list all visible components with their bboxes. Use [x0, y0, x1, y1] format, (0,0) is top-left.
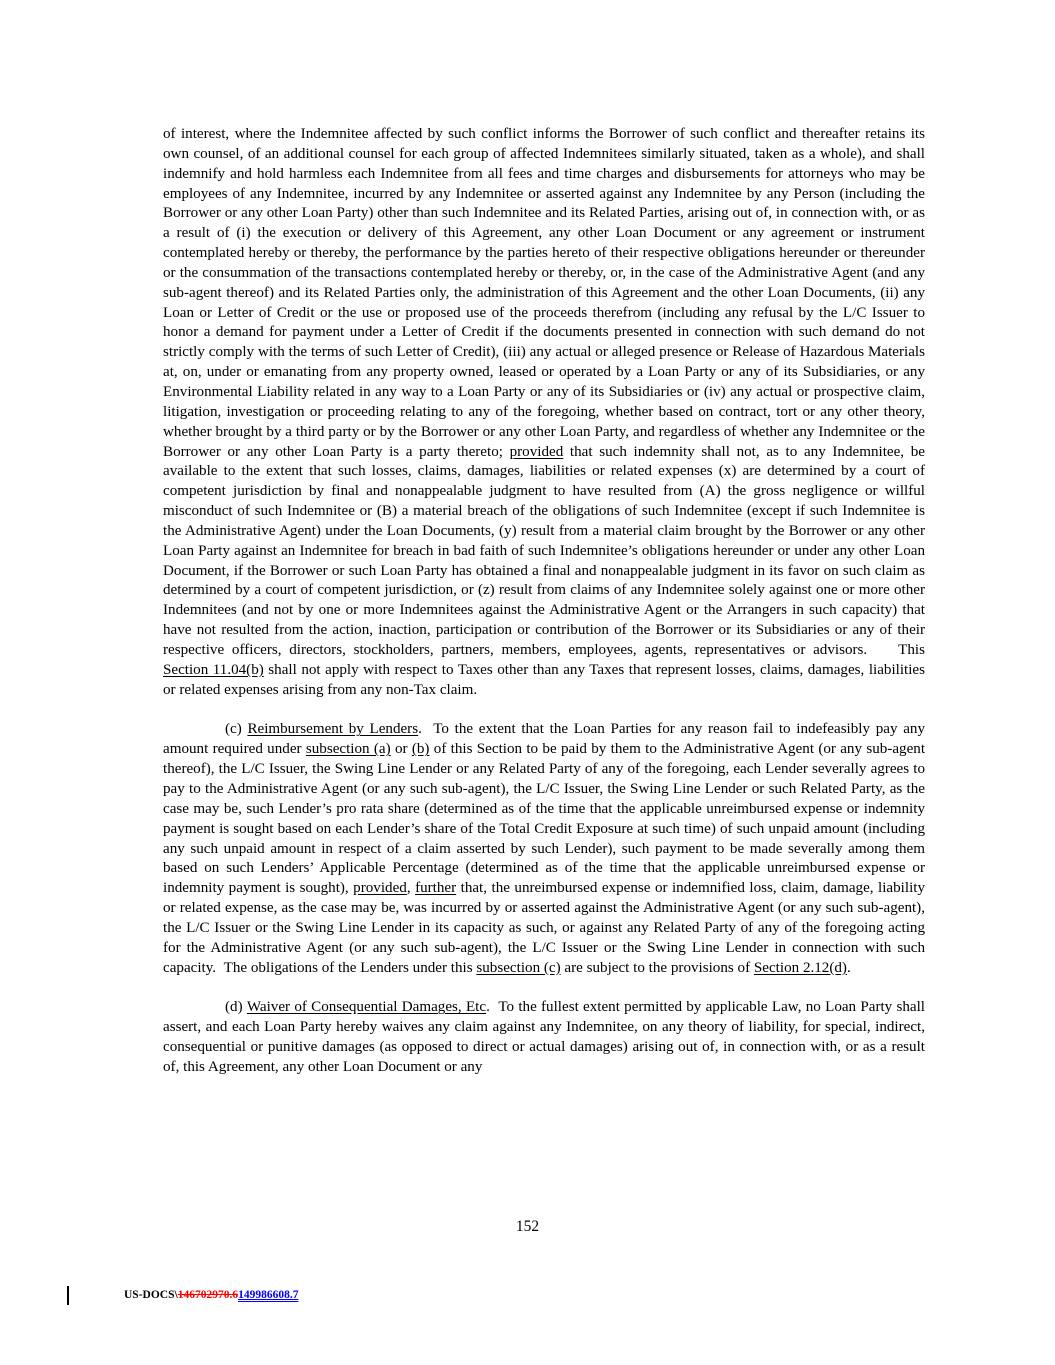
subsection-reference: (b): [411, 741, 430, 758]
paragraph-label: (d): [225, 999, 247, 1016]
paragraph-heading: Waiver of Consequential Damages, Etc: [246, 999, 487, 1016]
paragraph-label: (c): [225, 721, 248, 738]
document-id-footer: [124, 1289, 298, 1301]
paragraph-waiver-of-consequential-damages: (d) Waiver of Consequential Damages, Etc. To the fullest extent permitted by applicable Law, no Loan Party shall assert, and each Loan Party hereby waives any claim against any Indemnitee, on any theory of liability, for special, indirect, consequential or punitive damages (as opposed to direct or actual damages) arising out of, in connection with, or as a result of, this Agreement, any other Loan Document or any: [163, 999, 925, 1075]
provided-term: provided: [353, 880, 407, 897]
deleted-document-id: 146702970.6: [177, 1289, 239, 1301]
subsection-reference: subsection (a): [305, 741, 391, 758]
further-term: further: [415, 880, 457, 897]
paragraph-reimbursement-by-lenders: (c) Reimbursement by Lenders. To the extent that the Loan Parties for any reason fail to indefeasibly pay any amount required under subsection (a) or (b) of this Section to be paid by them to the Administrative Agent (or any sub-agent thereof), the L/C Issuer, the Swing Line Lender or any Related Party of any of the foregoing, each Lender severally agrees to pay to the Administrative Agent (or any such sub-agent), the L/C Issuer, the Swing Line Lender or such Related Party, as the case may be, such Lender’s pro rata share (determined as of the time that the applicable unreimbursed expense or indemnity payment is sought based on each Lender’s share of the Total Credit Exposure at such time) of such unpaid amount (including any such unpaid amount in respect of a claim asserted by such Lender), such payment to be made severally among them based on such Lenders’ Applicable Percentage (determined as of the time that the applicable unreimbursed expense or indemnity payment is sought), provided, further that, the unreimbursed expense or indemnified loss, claim, damage, liability or related expense, as the case may be, was incurred by or asserted against the Administrative Agent (or any such sub-agent), the L/C Issuer or the Swing Line Lender in its capacity as such, or against any Related Party of any of the foregoing acting for the Administrative Agent (or any such sub-agent), the L/C Issuer or the Swing Line Lender in connection with such capacity. The obligations of the Lenders under this subsection (c) are subject to the provisions of Section 2.12(d).: [163, 721, 926, 976]
inserted-document-id: 149986608.7: [238, 1289, 299, 1301]
section-reference: Section 11.04(b): [163, 661, 264, 678]
document-body: [163, 125, 925, 1078]
footer-prefix: US-DOCS\: [124, 1289, 178, 1301]
section-reference: Section 2.12(d): [753, 959, 847, 976]
page-number: 152: [515, 1218, 540, 1235]
paragraph-heading: Reimbursement by Lenders: [247, 721, 419, 738]
subsection-reference: subsection (c): [476, 959, 561, 976]
revision-change-bar: [67, 1286, 69, 1305]
paragraph-indemnity-continuation: of interest, where the Indemnitee affected by such conflict informs the Borrower of such conflict and thereafter retains its own counsel, of an additional counsel for each group of affected Indemnitees similarly situated, taken as a whole), and shall indemnify and hold harmless each Indemnitee from all fees and time charges and disbursements for attorneys who may be employees of any Indemnitee, incurred by any Indemnitee or asserted against any Indemnitee by any Person (including the Borrower or any other Loan Party) other than such Indemnitee and its Related Parties, arising out of, in connection with, or as a result of (i) the execution or delivery of this Agreement, any other Loan Document or any agreement or instrument contemplated hereby or thereby, the performance by the parties hereto of their respective obligations hereunder or thereunder or the consummation of the transactions contemplated hereby or thereby, or, in the case of the Administrative Agent (and any sub-agent thereof) and its Related Parties only, the administration of this Agreement and the other Loan Documents, (ii) any Loan or Letter of Credit or the use or proposed use of the proceeds therefrom (including any refusal by the L/C Issuer to honor a demand for payment under a Letter of Credit if the documents presented in connection with such demand do not strictly comply with the terms of such Letter of Credit), (iii) any actual or alleged presence or Release of Hazardous Materials at, on, under or emanating from any property owned, leased or operated by a Loan Party or any of its Subsidiaries, or any Environmental Liability related in any way to a Loan Party or any of its Subsidiaries or (iv) any actual or prospective claim, litigation, investigation or proceeding relating to any of the foregoing, whether based on contract, tort or any other theory, whether brought by a third party or by the Borrower or any other Loan Party, and regardless of whether any Indemnitee or the Borrower or any other Loan Party is a party thereto; provided that such indemnity shall not, as to any Indemnitee, be available to the extent that such losses, claims, damages, liabilities or related expenses (x) are determined by a court of competent jurisdiction by final and nonappealable judgment to have resulted from (A) the gross negligence or willful misconduct of such Indemnitee or (B) a material breach of the obligations of such Indemnitee (except if such Indemnitee is the Administrative Agent) under the Loan Documents, (y) result from a material claim brought by the Borrower or any other Loan Party against an Indemnitee for breach in bad faith of such Indemnitee’s obligations hereunder or under any other Loan Document, if the Borrower or such Loan Party has obtained a final and nonappealable judgment in its favor on such claim as determined by a court of competent jurisdiction, or (z) result from claims of any Indemnitee solely against one or more other Indemnitees (and not by one or more Indemnitees against the Administrative Agent or the Arrangers in such capacity) that have not resulted from the action, inaction, participation or contribution of the Borrower or its Subsidiaries or any of their respective officers, directors, stockholders, partners, members, employees, agents, representatives or advisors. This Section 11.04(b) shall not apply with respect to Taxes other than any Taxes that represent losses, claims, damages, liabilities or related expenses arising from any non-Tax claim.: [163, 126, 925, 698]
provided-term: provided: [509, 443, 564, 460]
